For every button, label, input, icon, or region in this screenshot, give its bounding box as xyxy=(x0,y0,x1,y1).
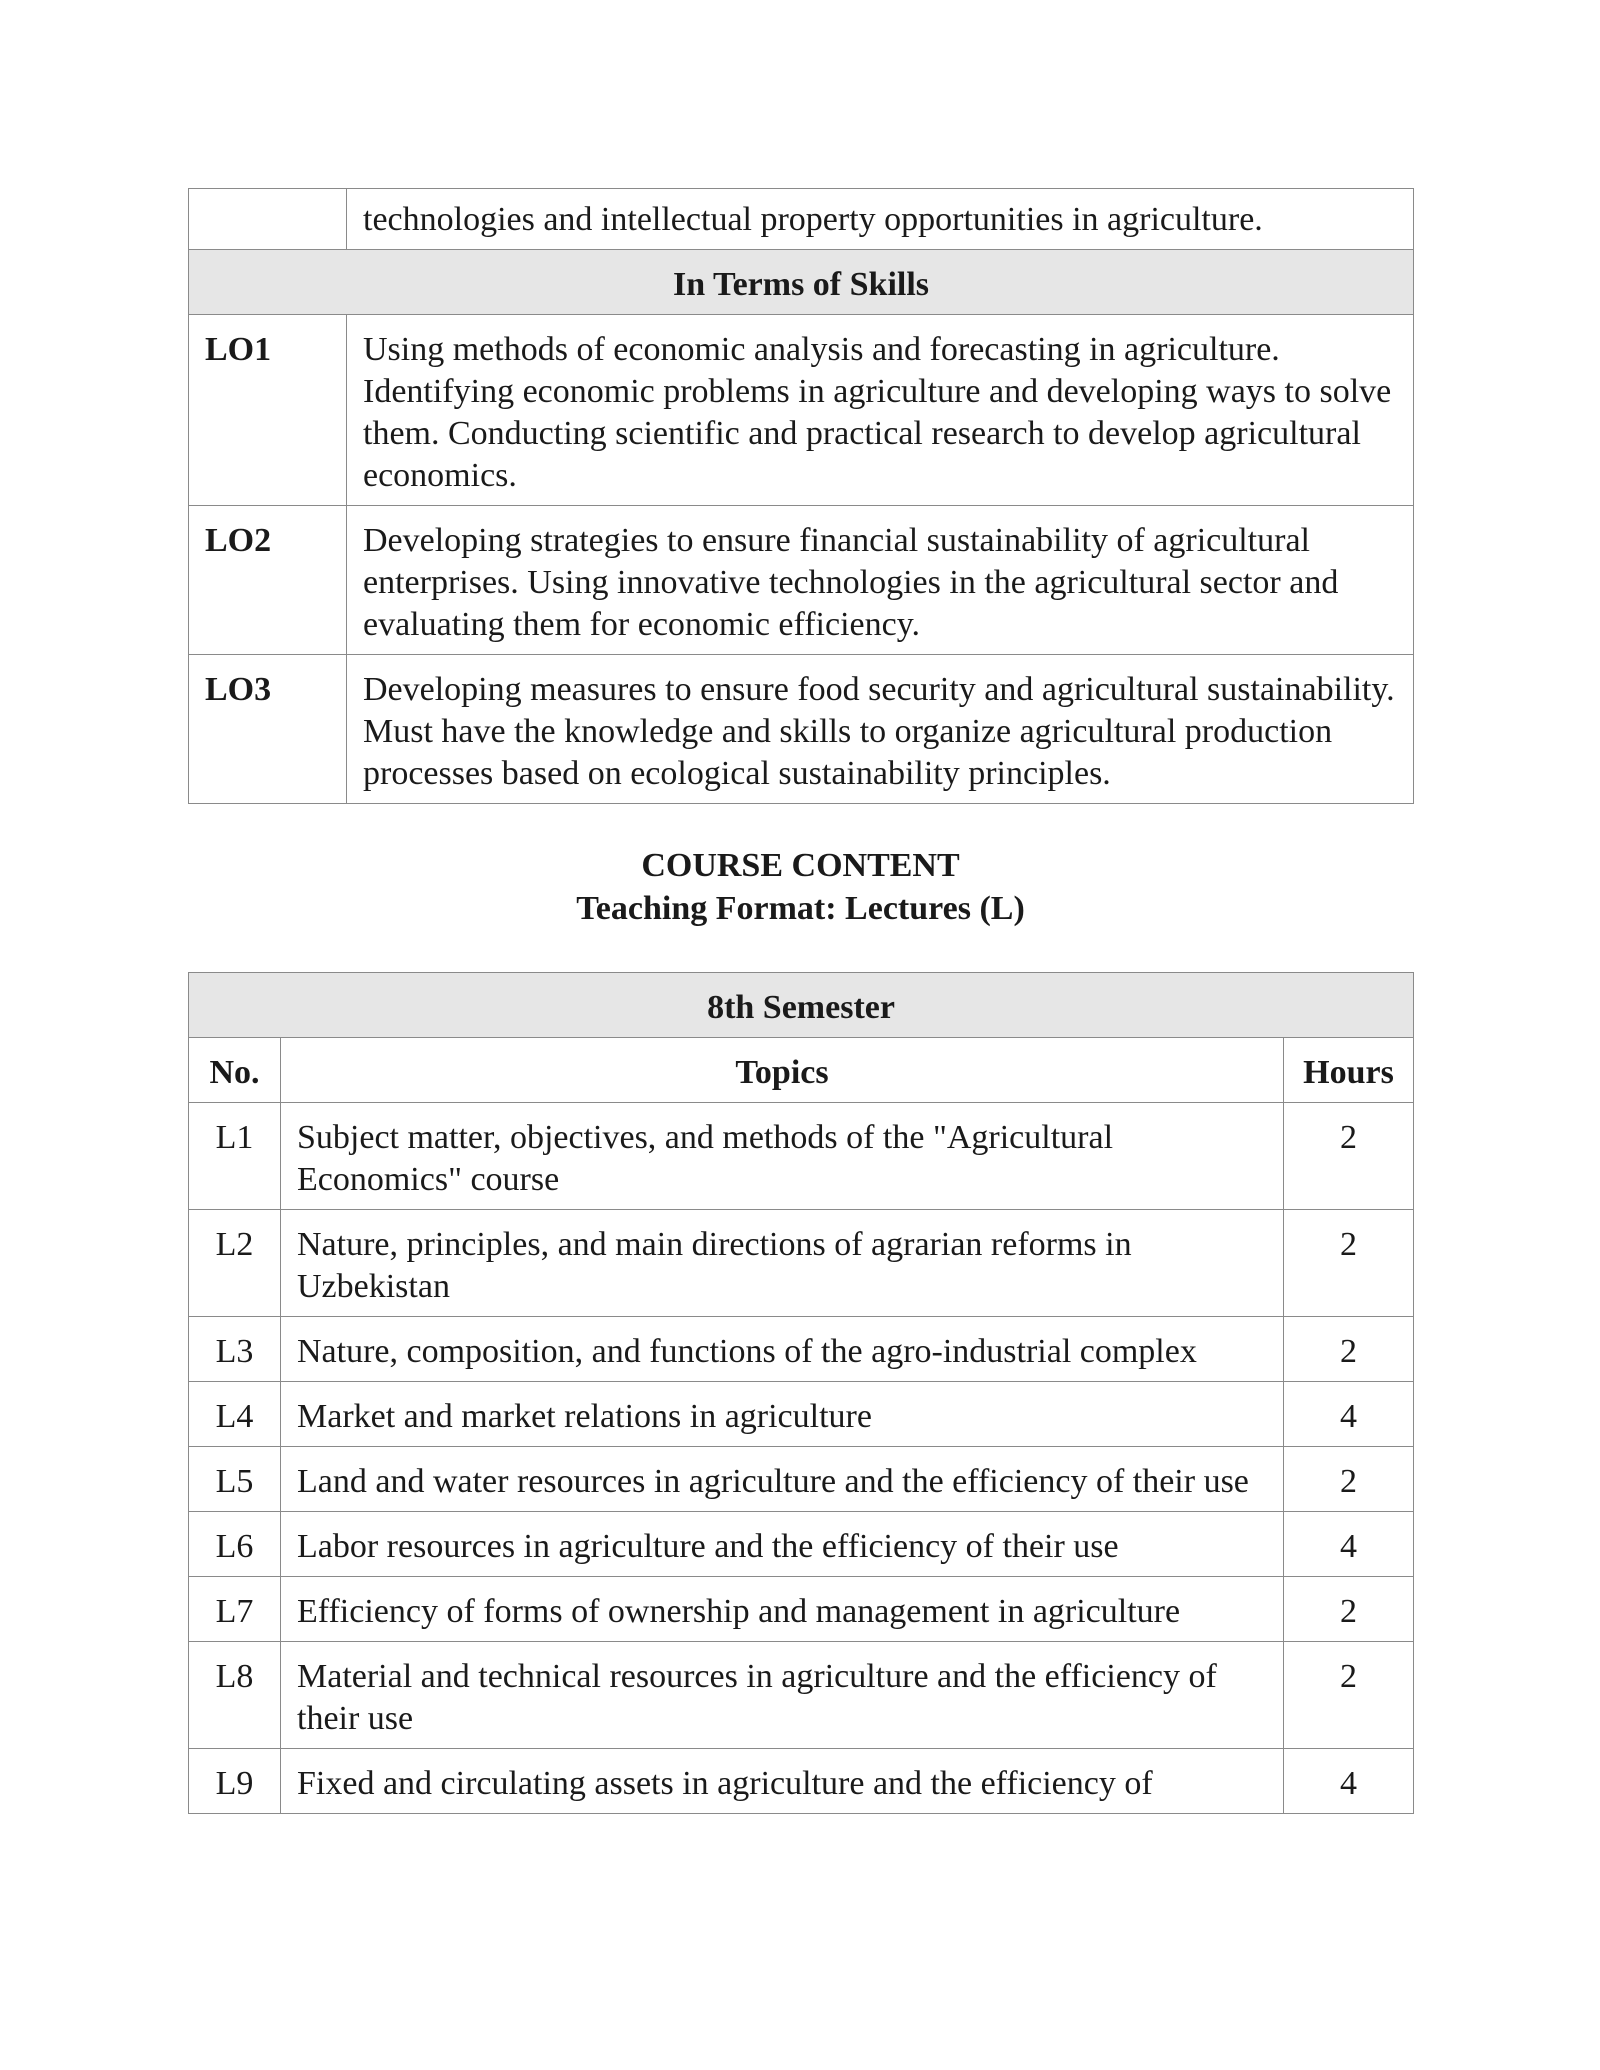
lecture-hours: 4 xyxy=(1284,1749,1414,1814)
outcome-row xyxy=(189,506,1414,655)
table-row xyxy=(189,1317,1414,1382)
lecture-hours: 2 xyxy=(1284,1447,1414,1512)
lecture-number: L7 xyxy=(189,1577,281,1642)
lecture-hours: 4 xyxy=(1284,1382,1414,1447)
lecture-number: L2 xyxy=(189,1210,281,1317)
lecture-number: L4 xyxy=(189,1382,281,1447)
outcome-text: Developing measures to ensure food security and agricultural sustainability. Must have the knowledge and skills to organize agricultural production processes based on ecological sustainability principles. xyxy=(347,655,1414,804)
outcome-row xyxy=(189,655,1414,804)
lecture-number: L8 xyxy=(189,1642,281,1749)
lecture-number: L3 xyxy=(189,1317,281,1382)
skills-header: In Terms of Skills xyxy=(189,250,1414,315)
outcome-text: Developing strategies to ensure financial sustainability of agricultural enterprises. Using innovative technologies in the agricultural sector and evaluating them for economic efficiency. xyxy=(347,506,1414,655)
column-header-hours: Hours xyxy=(1284,1038,1414,1103)
lecture-topic: Nature, composition, and functions of the agro-industrial complex xyxy=(281,1317,1284,1382)
course-content-title: COURSE CONTENT xyxy=(641,847,960,884)
lecture-hours: 2 xyxy=(1284,1642,1414,1749)
table-row xyxy=(189,1382,1414,1447)
lecture-number: L6 xyxy=(189,1512,281,1577)
lecture-hours: 2 xyxy=(1284,1317,1414,1382)
column-header-topics: Topics xyxy=(281,1038,1284,1103)
table-row xyxy=(189,1577,1414,1642)
lecture-hours: 2 xyxy=(1284,1103,1414,1210)
lecture-number: L1 xyxy=(189,1103,281,1210)
lecture-topic: Subject matter, objectives, and methods of the "Agricultural Economics" course xyxy=(281,1103,1284,1210)
lecture-number: L5 xyxy=(189,1447,281,1512)
skills-header-row xyxy=(189,250,1414,315)
lecture-topic: Material and technical resources in agriculture and the efficiency of their use xyxy=(281,1642,1284,1749)
column-header-no: No. xyxy=(189,1038,281,1103)
outcome-code: LO1 xyxy=(189,315,347,506)
continuation-row xyxy=(189,189,1414,250)
lecture-hours: 2 xyxy=(1284,1210,1414,1317)
table-row xyxy=(189,1103,1414,1210)
continuation-text: technologies and intellectual property opportunities in agriculture. xyxy=(347,189,1414,250)
table-row xyxy=(189,1447,1414,1512)
table-row xyxy=(189,1642,1414,1749)
lecture-topic: Nature, principles, and main directions of agrarian reforms in Uzbekistan xyxy=(281,1210,1284,1317)
lecture-topic: Land and water resources in agriculture and the efficiency of their use xyxy=(281,1447,1284,1512)
outcome-code: LO3 xyxy=(189,655,347,804)
semester-header-row xyxy=(189,973,1414,1038)
outcome-text: Using methods of economic analysis and forecasting in agriculture. Identifying economic problems in agriculture and developing ways to solve them. Conducting scientific and practical research to develop agricultural economics. xyxy=(347,315,1414,506)
lecture-hours: 2 xyxy=(1284,1577,1414,1642)
lecture-topic: Fixed and circulating assets in agriculture and the efficiency of xyxy=(281,1749,1284,1814)
outcome-row xyxy=(189,315,1414,506)
learning-outcomes-table xyxy=(188,188,1414,804)
lecture-number: L9 xyxy=(189,1749,281,1814)
table-row xyxy=(189,1210,1414,1317)
empty-code-cell xyxy=(189,189,347,250)
lecture-topic: Efficiency of forms of ownership and management in agriculture xyxy=(281,1577,1284,1642)
table-row xyxy=(189,1749,1414,1814)
teaching-format-subtitle: Teaching Format: Lectures (L) xyxy=(576,890,1025,927)
semester-header: 8th Semester xyxy=(189,973,1414,1038)
lecture-hours: 4 xyxy=(1284,1512,1414,1577)
table-row xyxy=(189,1512,1414,1577)
lectures-table xyxy=(188,972,1414,1814)
document-page xyxy=(188,188,1413,1814)
lecture-topic: Labor resources in agriculture and the efficiency of their use xyxy=(281,1512,1284,1577)
course-content-heading xyxy=(188,844,1413,930)
outcome-code: LO2 xyxy=(189,506,347,655)
lecture-topic: Market and market relations in agriculture xyxy=(281,1382,1284,1447)
column-header-row xyxy=(189,1038,1414,1103)
